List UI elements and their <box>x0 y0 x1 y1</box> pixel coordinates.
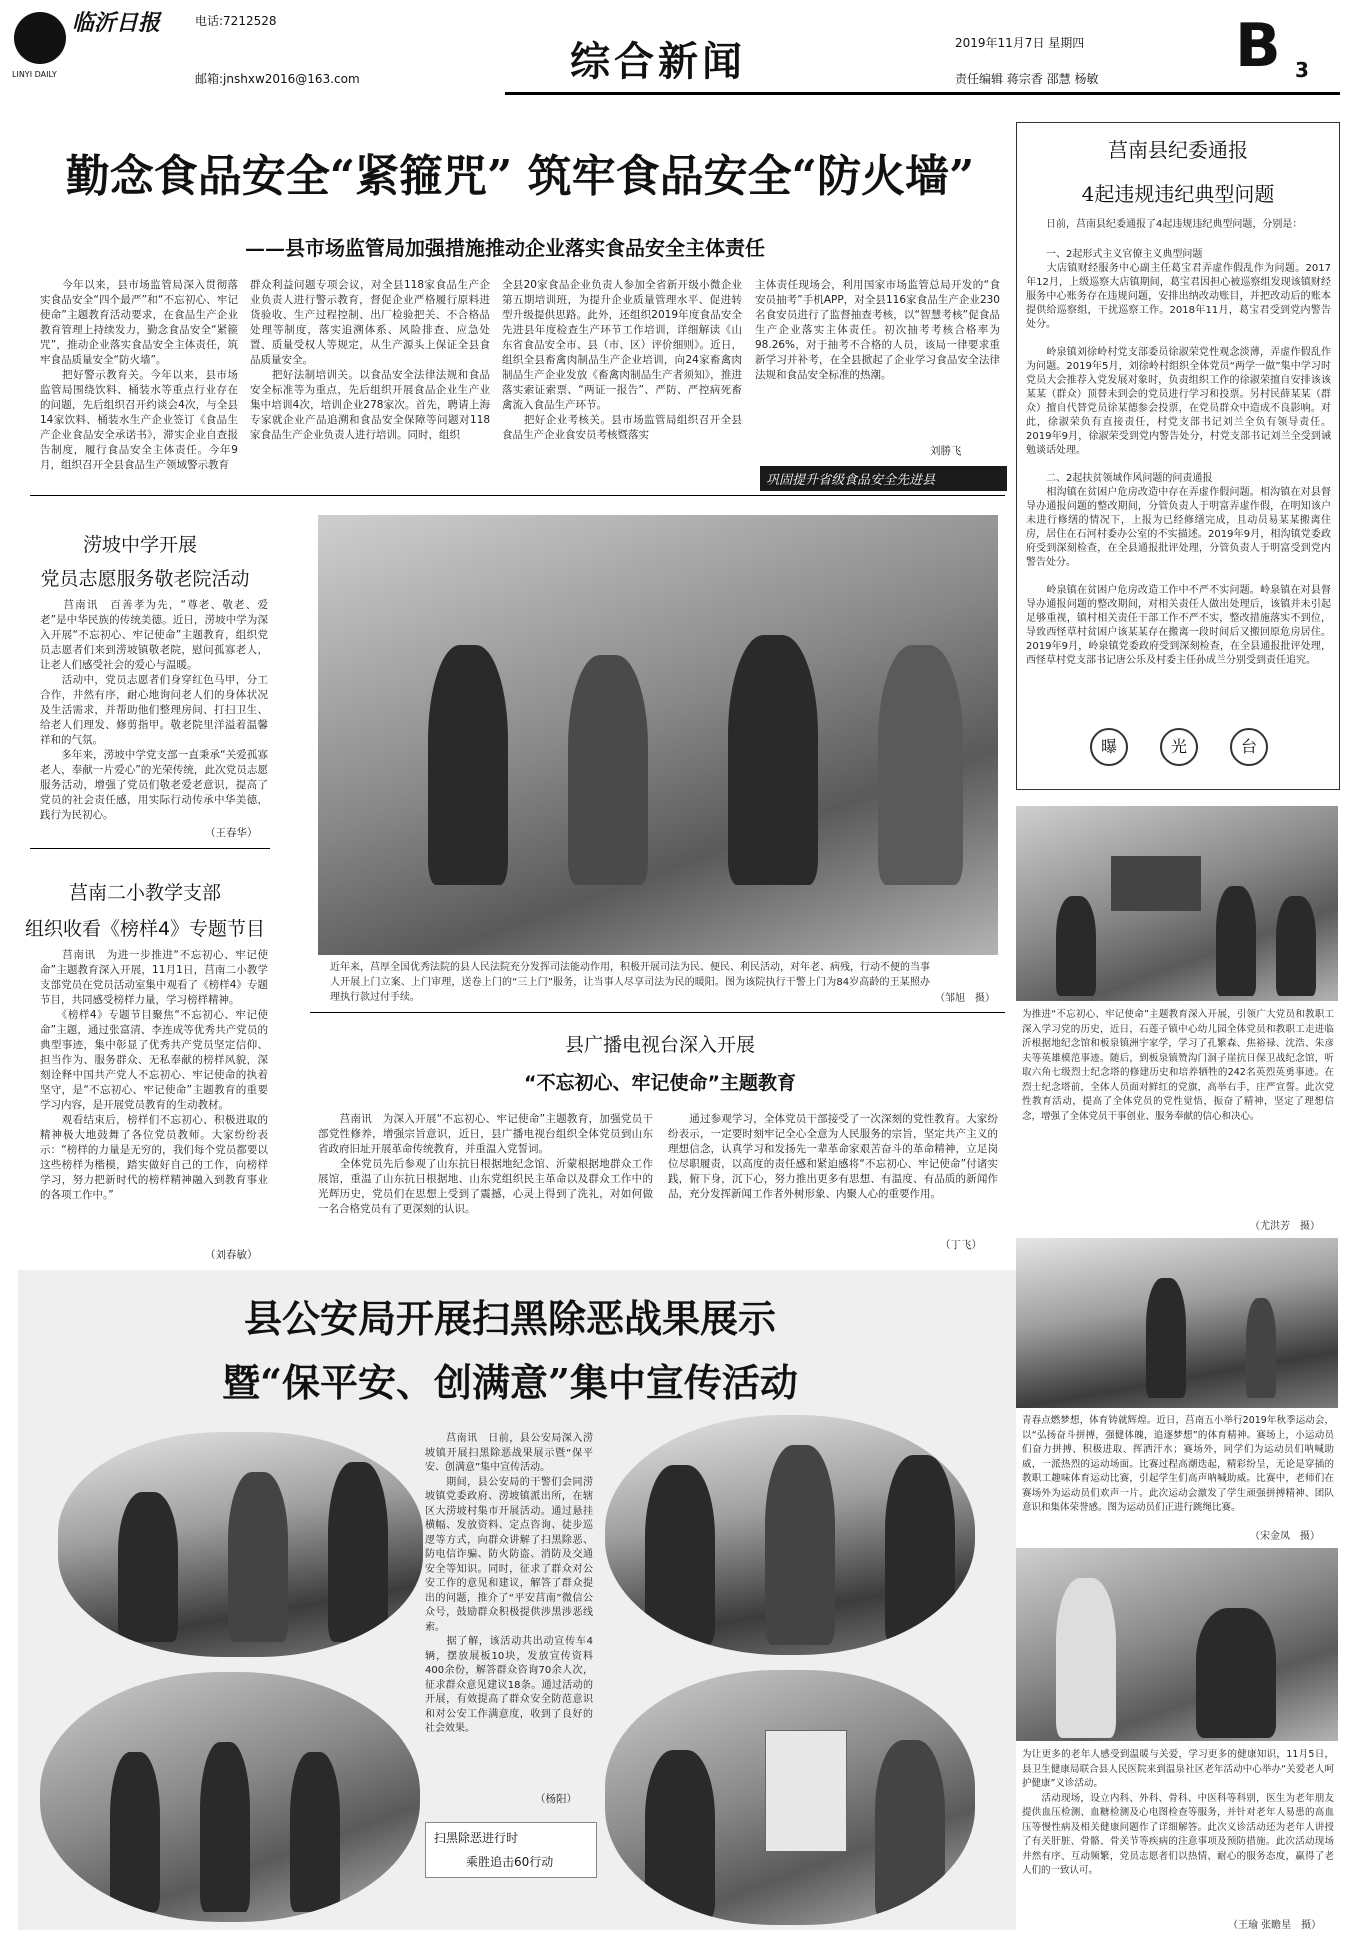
police-title1: 县公安局开展扫黑除恶战果展示 <box>243 1296 776 1341</box>
stamp-char-1: 曝 <box>1090 728 1128 766</box>
broadcast-col2: 通过参观学习，全体党员干部接受了一次深刻的党性教育。大家纷纷表示，一定要时刻牢记全心全意为人民服务的宗旨，坚定共产主义的理想信念，认真学习和发扬先一辈革命家艰苦奋斗的革命精神，立足岗位尽职履责，以高度的责任感和紧迫感将“不忘初心、牢记使命”付诸实践，俯下身，沉下心，努力推出更多有思想、有温度、有品质的新闻作品，充分发挥新闻工作者外树形象、内聚人心的重要作用。 <box>668 1113 998 1200</box>
notice-p3: 相沟镇在贫困户危房改造中存在弄虚作假问题。相沟镇在对县督导办通报问题的整改期间，分管负责人于明富弄虚作假，在明知该户未进行修缮的情况下，上报为已经修缮完成，且动员易某某搬离住房，居住在石河村委办公室的不实描述。2019年9月，相沟镇党委政府受到深刻检查，在全县通报批评处理，分管负责人于明富受到党内警告处分。 <box>1026 487 1331 568</box>
qr-poster <box>765 1730 847 1852</box>
kindergarten-photo <box>1016 806 1338 1001</box>
court-photo <box>318 515 998 955</box>
party-flag <box>1111 856 1201 911</box>
right-photo-1-credit: （尤洪芳 摄） <box>1250 1221 1320 1232</box>
court-photo-caption: 近年来，莒厚全国优秀法院的县人民法院充分发挥司法能动作用，积极开展司法为民、便民、利民活动，对年老、病残，行动不便的当事人开展上门立案、上门审理，送卷上门的“三上门”服务，让当事人尽享司法为民的暖阳。图为该院执行干警上门为84岁高龄的王某照办理执行款过付手续。 <box>330 962 930 1003</box>
masthead-phone: 电话:7212528 <box>195 14 277 28</box>
right-photo-3-caption: 为让更多的老年人感受到温暖与关爱，学习更多的健康知识，11月5日，县卫生健康局联合县人民医院来到温泉社区老年活动中心举办“关爱老人呵护健康”义诊活动。 活动现场，设立内科、外科、骨科、中医科等科别，医生为老年朋友提供血压检测、血糖检测及心电图检查等服务，并针对老年人易患的高血压等慢性病及相关健康问题作了详细解答。此次义诊活动还为老年人讲授了有关肝脏、骨骼、骨关节等疾病的注意事项及预防措施。此次活动现场井然有序、互动频繁，党员志愿者们以热情、耐心的服务态度，赢得了老人们的一致认可。 <box>1022 1749 1334 1876</box>
page-letter: B <box>1235 11 1281 81</box>
notice-sec2: 二、2起扶贫领域作风问题的问责通报 <box>1026 473 1213 484</box>
notice-intro: 日前，莒南县纪委通报了4起违规违纪典型问题，分别是： <box>1026 219 1303 230</box>
lead-title: 勤念食品安全“紧箍咒” 筑牢食品安全“防火墙” <box>65 151 975 202</box>
clinic-photo <box>1016 1548 1338 1741</box>
masthead <box>0 0 1358 100</box>
section-title: 综合新闻 <box>570 39 746 85</box>
police-photo-2 <box>40 1672 420 1922</box>
police-photo-1 <box>58 1432 423 1657</box>
notice-sec1: 一、2起形式主义官僚主义典型问题 <box>1026 249 1203 260</box>
broadcast-title2: “不忘初心、牢记使命”主题教育 <box>524 1072 796 1094</box>
lead-subtitle: ——县市场监管局加强措施推动企业落实食品安全主体责任 <box>245 236 765 260</box>
notice-stamp <box>1090 728 1280 768</box>
lead-banner: 巩固提升省级食品安全先进县 <box>760 466 1007 491</box>
police-banner-line1: 扫黑除恶进行时 <box>434 1831 519 1845</box>
stamp-char-3: 台 <box>1230 728 1268 766</box>
broadcast-col1: 莒南讯 为深入开展“不忘初心、牢记使命”主题教育，加强党员干部党性修养，增强宗旨意识，近日，县广播电视台组织全体党员到山东省政府旧址开展革命传统教育，并重温入党誓词。 全体党员先后参观了山东抗日根据地纪念馆、沂蒙根据地群众工作展馆，重温了山东抗日根据地、山东党组织民主革命以及群众工作中的光辉历史，党员们在思想上受到了震撼，心灵上得到了洗礼，对如何做一名合格党员有了更深刻的认识。 <box>318 1113 653 1215</box>
school1-body: 莒南讯 百善孝为先，“尊老、敬老、爱老”是中华民族的传统美德。近日，涝坡中学为深入开展“不忘初心、牢记使命”主题教育，组织党员志愿者们来到涝坡镇敬老院，慰问孤寡老人，让老人们感受社会的爱心与温暖。 活动中，党员志愿者们身穿红色马甲，分工合作，井然有序，耐心地询问老人们的身体状况及生活需求，并帮助他们整理房间、打扫卫生、给老人们理发、修剪指甲。敬老院里洋溢着温馨祥和的气氛。 多年来，涝坡中学党支部一直秉承“关爱孤寡老人，奉献一片爱心”的光荣传统，此次党员志愿服务活动，增强了党员们敬老爱老意识，提高了党员的社会责任感，用实际行动传承中华美德，践行为民初心。 <box>40 599 268 821</box>
broadcast-credit: （丁飞） <box>940 1239 982 1251</box>
masthead-email: 邮箱:jnshxw2016@163.com <box>195 72 360 86</box>
school2-body: 莒南讯 为进一步推进“不忘初心、牢记使命”主题教育深入开展，11月1日，莒南二小教学支部党员在党员活动室集中观看了《榜样4》专题节目，共同感受榜样力量，学习榜样精神。 《榜样4》专题节目聚焦“不忘初心、牢记使命”主题，通过张富清、李连成等优秀共产党员的典型事迹，集中彰显了优秀共产党员坚定信仰、担当作为、服务群众、无私奉献的榜样风貌，深刻诠释中国共产党人不忘初心、牢记使命的执着坚守，是“不忘初心、牢记使命”主题教育的重要学习内容，是开展党员教育的生动教材。 观看结束后，榜样们不忘初心、积极进取的精神极大地鼓舞了各位党员教师。大家纷纷表示：“榜样的力量是无穷的，我们每个党员都要以这些榜样为楷模，踏实做好自己的工作，向榜样学习，努力把新时代的榜样精神融入到教育事业的各项工作中。” <box>40 949 268 1201</box>
masthead-editors: 责任编辑 蒋宗香 邵慧 杨敏 <box>955 72 1099 86</box>
sports-photo <box>1016 1238 1338 1408</box>
notice-p2: 岭泉镇刘徐岭村党支部委员徐淑荣党性观念淡薄，弄虚作假乱作为问题。2019年5月，刘徐岭村组织全体党员“两学一做”集中学习时党员大会推荐入党发展对象时，负责组织工作的徐淑荣擅自安排该该某某（群众）顶替未到会的党员进行学习和投票。另村民薛某某（群众）擅自代替党员徐某德参会投票，在党员群众中造成不良影响。对此，徐淑荣负有直接责任，村党支部书记刘兰全负有领导责任。2019年9月，徐淑荣受到党内警告处分，村党支部书记刘兰全受到诫勉谈话处理。 <box>1026 347 1331 456</box>
school1-title2: 党员志愿服务敬老院活动 <box>40 568 250 590</box>
right-photo-1-caption: 为推进“不忘初心、牢记使命”主题教育深入开展，引领广大党员和教职工深入学习党的历史，近日，石莲子镇中心幼儿园全体党员和教职工走进临沂根据地纪念馆和板泉镇洲宇家学，学习了孔繁森、焦裕禄、沈浩、朱彦夫等英雄模范事迹。随后，到板泉镇赞沟门洞子崖抗日保卫战纪念馆，听取六角七级烈士纪念塔的修建历史和培养牺牲的242名英烈英勇事迹。在烈士纪念塔前，全体人员面对鲜红的党旗，高举右手，庄严宣誓。此次党性教育活动，提高了全体党员的党性觉悟，振奋了精神，坚定了理想信念，增强了全体党员干事创业、服务奉献的信心和决心。 <box>1022 1009 1334 1122</box>
lead-col2: 群众利益问题专项会议，对全县118家食品生产企业负责人进行警示教育，督促企业严格履行原料进货验收、生产过程控制、出厂检验把关、不合格品处理等制度，落实追溯体系、风险排查、应急处置、质量受权人等规定，从生产源头上保证全县食品质量安全。 把好法制培训关。以食品安全法律法规和食品安全标准等为重点，先后组织开展食品企业生产业集中培训4次，培训企业278家次。首先，聘请上海专家就企业产品追溯和食品安全保障等问题对118家食品生产企业负责人进行培训。同时，组织 <box>250 279 490 441</box>
lead-col4: 主体责任现场会，利用国家市场监管总局开发的“食安员抽考”手机APP，对全县116家食品生产企业230名食安员进行了监督抽查考核，以“智慧考核”促食品生产企业落实主体责任。初次抽考考核合格率为98.26%，对于抽考不合格的人员，该局一律要求重新学习并补考，在全县掀起了企业学习食品安全法律法规和食品安全标准的热潮。 <box>755 279 1000 381</box>
school2-title1: 莒南二小教学支部 <box>68 882 221 904</box>
school1-credit: （王春华） <box>205 827 258 839</box>
notice-p4: 岭泉镇在贫困户危房改造工作中不严不实问题。岭泉镇在对县督导办通报问题的整改期间，对相关责任人做出处理后，该镇并未引起足够重视，镇村相关责任干部工作不严不实，整改措施落实不到位，导致西怪草村贫困户该某某存在搬离一段时间后又搬回原危房居住。2019年9月，岭泉镇党委政府受到深刻检查，在全县通报批评处理，西怪草村党支部书记唐公乐及村委主任孙成兰分别受到责任追究。 <box>1026 585 1331 666</box>
lead-col3: 全县20家食品企业负责人参加全省新开级小微企业第五期培训班，为提升企业质量管理水平、促进转型升级提供思路。此外，还组织2019年度食品安全先进县年度检查生产环节工作培训，详细解读《山东省食品安全市、县（市、区）评价细则》。近日，组织全县畜禽肉制品生产企业培训，向24家畜禽肉制品生产企业发放《畜禽肉制品生产者须知》，推进落实索证索票、“两证一报告”、严防、严控病死畜禽流入食品生产环节。 把好企业考核关。县市场监管局组织召开全县食品生产企业食安员考核暨落实 <box>502 279 742 441</box>
page-number: 3 <box>1295 58 1309 82</box>
police-photo-3 <box>605 1415 975 1655</box>
notice-title2: 4起违规违纪典型问题 <box>1081 182 1275 206</box>
masthead-date: 2019年11月7日 星期四 <box>955 36 1085 50</box>
police-banner-line2: 乘胜追击60行动 <box>466 1855 554 1869</box>
right-photo-2-caption: 青春点燃梦想，体育铸就辉煌。近日，莒南五小举行2019年秋季运动会，以“弘扬奋斗拼搏，强健体魄，追逐梦想”的体育精神。赛场上，小运动员们奋力拼搏、积极进取、挥洒汗水；赛场外，同学们为运动员们呐喊助威，一派热烈的运动场面。比赛过程高潮迭起，精彩纷呈，无论是穿插的教职工趣味体育运动比赛，引起学生们高声呐喊助威。比赛中，老师们在赛场外为运动员们欢声一片。此次运动会激发了学生顽强拼搏精神、团队意识和集体荣誉感。图为运动员们正进行跳绳比赛。 <box>1022 1415 1334 1513</box>
newspaper-logo-sub: LINYI DAILY <box>12 70 57 79</box>
notice-p1: 大店镇财经服务中心副主任葛宝君弄虚作假乱作为问题。2017年12月，上级巡察大店镇期间，葛宝君因担心被巡察组发现该镇财经服务中心账务存在违规问题，安排出纳改动账目，并把改动后的账本提供给巡察组，干扰巡察工作。2018年11月，葛宝君受到党内警告处分。 <box>1026 263 1331 330</box>
police-banner <box>425 1822 597 1878</box>
broadcast-title1: 县广播电视台深入开展 <box>564 1034 755 1056</box>
school2-credit: （刘春敏） <box>205 1249 258 1261</box>
right-photo-2-credit: （宋金凤 摄） <box>1250 1531 1320 1542</box>
school2-title2: 组织收看《榜样4》专题节目 <box>24 918 266 940</box>
right-photo-3-credit: （王瑜 张瞻星 摄） <box>1228 1920 1322 1931</box>
police-body: 莒南讯 日前，县公安局深入涝坡镇开展扫黑除恶战果展示暨“保平安、创满意”集中宣传活动。 期间，县公安局的干警们会同涝坡镇党委政府、涝坡镇派出所，在辖区大涝坡村集市开展活动。通过悬挂横幅、发放资料、定点咨询、徒步巡逻等方式，向群众讲解了扫黑除恶、防电信诈骗、防火防盗、消防及交通安全等知识。同时，征求了群众对公安工作的意见和建议，解答了群众提出的问题，推介了“平安莒南”微信公众号，鼓励群众积极提供涉黑涉恶线索。 据了解，该活动共出动宣传车4辆，摆放展板10块，发放宣传资料400余份，解答群众咨询70余人次，征求群众意见建议18条。通过活动的开展，有效提高了群众安全防范意识和对公安工作满意度，收到了良好的社会效果。 <box>425 1433 593 1734</box>
lead-col1: 今年以来，县市场监管局深入贯彻落实食品安全“四个最严”和“不忘初心、牢记使命”主题教育活动要求，在食品生产企业教育管理上持续发力，勤念食品安全“紧箍咒”，推动企业落实食品安全主体责任，筑牢食品质量安全“防火墙”。 把好警示教育关。今年以来，县市场监管局围绕饮料、桶装水等重点行业存在的问题，先后组织召开约谈会4次，与全县14家饮料、桶装水生产企业签订《食品生产企业食品安全承诺书》，滞实企业自查报告制度，履行食品安全主体责任。今年9月，组织召开全县食品生产领域警示教育 <box>40 279 238 471</box>
police-photo-4 <box>605 1670 975 1925</box>
newspaper-logo-icon <box>14 12 66 64</box>
school1-title1: 涝坡中学开展 <box>82 534 197 556</box>
stamp-char-2: 光 <box>1160 728 1198 766</box>
newspaper-logo-text: 临沂日报 <box>72 10 161 36</box>
notice-title1: 莒南县纪委通报 <box>1108 138 1248 162</box>
court-photo-credit: （邹旭 摄） <box>935 993 995 1004</box>
police-title2: 暨“保平安、创满意”集中宣传活动 <box>222 1360 798 1405</box>
police-credit: （杨阳） <box>535 1793 577 1805</box>
lead-col4-credit: 刘勝飞 <box>930 445 962 457</box>
